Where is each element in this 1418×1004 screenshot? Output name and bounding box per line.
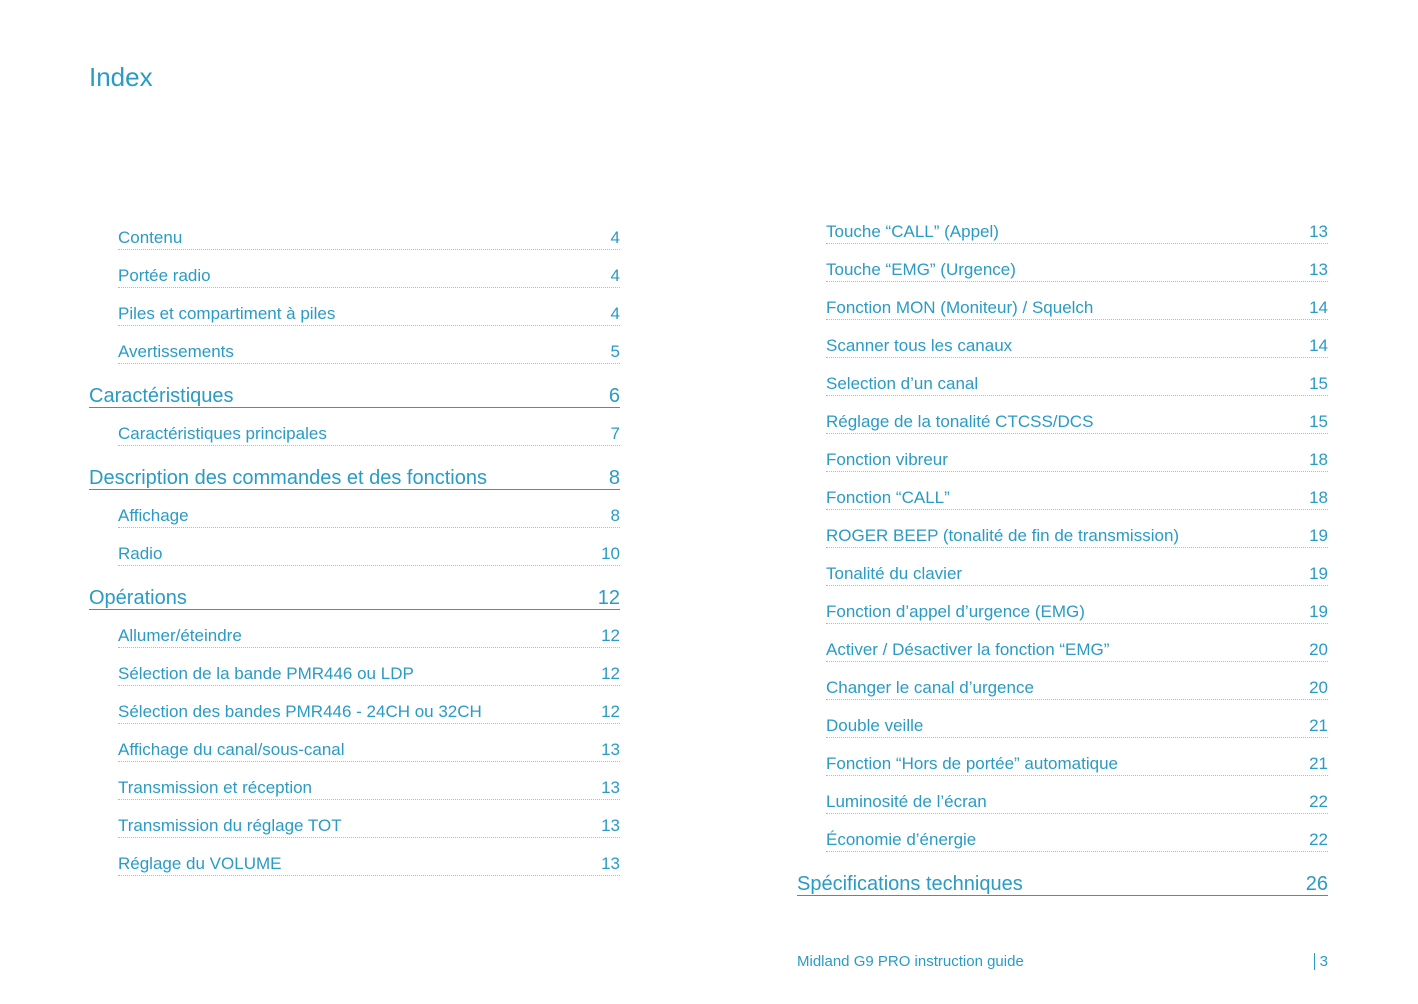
toc-entry-page: 10 xyxy=(601,544,620,564)
toc-left-column xyxy=(89,212,620,876)
toc-entry-page: 4 xyxy=(610,228,620,248)
toc-entry[interactable] xyxy=(118,490,620,528)
toc-entry-page: 21 xyxy=(1309,716,1328,736)
toc-entry-label: Spécifications techniques xyxy=(797,873,1023,895)
page-footer xyxy=(797,953,1328,970)
toc-entry-label: Portée radio xyxy=(118,266,211,286)
toc-entry-page: 12 xyxy=(601,626,620,646)
toc-entry[interactable] xyxy=(118,648,620,686)
toc-entry[interactable] xyxy=(118,288,620,326)
toc-entry-label: Fonction “CALL” xyxy=(826,488,950,508)
toc-entry-label: Affichage du canal/sous-canal xyxy=(118,740,345,760)
toc-entry-page: 13 xyxy=(1309,260,1328,280)
toc-entry-label: Touche “CALL” (Appel) xyxy=(826,222,999,242)
toc-entry-page: 21 xyxy=(1309,754,1328,774)
toc-entry-label: Luminosité de l’écran xyxy=(826,792,987,812)
toc-entry[interactable] xyxy=(118,838,620,876)
toc-entry-page: 19 xyxy=(1309,526,1328,546)
toc-entry[interactable] xyxy=(826,472,1328,510)
toc-entry-page: 13 xyxy=(1309,222,1328,242)
toc-entry-page: 13 xyxy=(601,854,620,874)
toc-entry[interactable] xyxy=(826,206,1328,244)
toc-entry-page: 12 xyxy=(601,702,620,722)
toc-entry-label: Description des commandes et des fonctions xyxy=(89,467,487,489)
toc-entry[interactable] xyxy=(826,548,1328,586)
toc-section-entry[interactable] xyxy=(89,364,620,408)
toc-entry-label: Opérations xyxy=(89,587,187,609)
toc-entry-label: Caractéristiques principales xyxy=(118,424,327,444)
toc-entry-label: Radio xyxy=(118,544,163,564)
page-title: Index xyxy=(89,62,153,92)
toc-entry-page: 13 xyxy=(601,816,620,836)
toc-entry-page: 22 xyxy=(1309,830,1328,850)
toc-section-entry[interactable] xyxy=(89,566,620,610)
footer-page-number: 3 xyxy=(1314,953,1328,970)
toc-section-entry[interactable] xyxy=(89,446,620,490)
toc-entry-label: Économie d’énergie xyxy=(826,830,977,850)
toc-entry[interactable] xyxy=(826,320,1328,358)
toc-entry-page: 14 xyxy=(1309,336,1328,356)
toc-entry-page: 20 xyxy=(1309,678,1328,698)
toc-entry[interactable] xyxy=(826,662,1328,700)
toc-entry-page: 22 xyxy=(1309,792,1328,812)
toc-entry-page: 7 xyxy=(610,424,620,444)
toc-entry[interactable] xyxy=(118,250,620,288)
toc-entry[interactable] xyxy=(826,586,1328,624)
toc-entry-page: 19 xyxy=(1309,564,1328,584)
toc-entry-label: Touche “EMG” (Urgence) xyxy=(826,260,1016,280)
toc-entry[interactable] xyxy=(118,686,620,724)
toc-entry[interactable] xyxy=(826,434,1328,472)
toc-entry[interactable] xyxy=(826,776,1328,814)
toc-entry[interactable] xyxy=(118,610,620,648)
toc-entry-page: 6 xyxy=(608,385,620,407)
toc-entry-label: Changer le canal d’urgence xyxy=(826,678,1034,698)
toc-entry-page: 12 xyxy=(601,664,620,684)
toc-entry-label: Fonction vibreur xyxy=(826,450,948,470)
toc-right-column xyxy=(797,206,1328,896)
toc-entry-page: 13 xyxy=(601,778,620,798)
toc-entry-label: Piles et compartiment à piles xyxy=(118,304,336,324)
toc-entry-label: Avertissements xyxy=(118,342,234,362)
toc-entry-page: 12 xyxy=(597,587,620,609)
toc-entry-label: Fonction “Hors de portée” automatique xyxy=(826,754,1118,774)
toc-entry-page: 19 xyxy=(1309,602,1328,622)
footer-guide-title: Midland G9 PRO instruction guide xyxy=(797,953,1024,970)
toc-entry-label: Fonction d’appel d’urgence (EMG) xyxy=(826,602,1085,622)
toc-entry-page: 8 xyxy=(608,467,620,489)
toc-entry[interactable] xyxy=(826,624,1328,662)
toc-entry-label: Affichage xyxy=(118,506,189,526)
toc-entry[interactable] xyxy=(826,282,1328,320)
toc-entry-label: Caractéristiques xyxy=(89,385,234,407)
toc-entry-label: Réglage du VOLUME xyxy=(118,854,282,874)
toc-entry[interactable] xyxy=(826,738,1328,776)
toc-entry-page: 15 xyxy=(1309,374,1328,394)
toc-entry[interactable] xyxy=(118,724,620,762)
toc-entry[interactable] xyxy=(118,212,620,250)
toc-entry-page: 14 xyxy=(1309,298,1328,318)
toc-entry[interactable] xyxy=(118,528,620,566)
toc-entry[interactable] xyxy=(826,700,1328,738)
toc-entry[interactable] xyxy=(826,244,1328,282)
toc-entry-page: 5 xyxy=(610,342,620,362)
toc-entry[interactable] xyxy=(118,800,620,838)
toc-entry[interactable] xyxy=(826,814,1328,852)
toc-entry-label: Selection d’un canal xyxy=(826,374,979,394)
toc-entry-label: Fonction MON (Moniteur) / Squelch xyxy=(826,298,1094,318)
toc-entry-page: 8 xyxy=(610,506,620,526)
toc-entry-page: 13 xyxy=(601,740,620,760)
toc-entry[interactable] xyxy=(826,396,1328,434)
toc-entry[interactable] xyxy=(118,326,620,364)
toc-entry-label: Contenu xyxy=(118,228,183,248)
toc-entry-page: 4 xyxy=(610,304,620,324)
toc-entry-label: Activer / Désactiver la fonction “EMG” xyxy=(826,640,1110,660)
toc-entry[interactable] xyxy=(826,510,1328,548)
toc-entry-label: ROGER BEEP (tonalité de fin de transmission) xyxy=(826,526,1180,546)
toc-section-entry[interactable] xyxy=(797,852,1328,896)
toc-entry[interactable] xyxy=(118,762,620,800)
toc-entry-label: Transmission du réglage TOT xyxy=(118,816,342,836)
toc-entry-page: 15 xyxy=(1309,412,1328,432)
toc-entry-label: Allumer/éteindre xyxy=(118,626,242,646)
toc-entry-label: Tonalité du clavier xyxy=(826,564,963,584)
toc-entry[interactable] xyxy=(826,358,1328,396)
toc-entry-label: Double veille xyxy=(826,716,924,736)
toc-entry-page: 4 xyxy=(610,266,620,286)
toc-entry-page: 20 xyxy=(1309,640,1328,660)
toc-entry-page: 18 xyxy=(1309,488,1328,508)
toc-entry-label: Réglage de la tonalité CTCSS/DCS xyxy=(826,412,1094,432)
toc-entry-label: Transmission et réception xyxy=(118,778,313,798)
toc-entry[interactable] xyxy=(118,408,620,446)
toc-entry-label: Scanner tous les canaux xyxy=(826,336,1013,356)
toc-entry-page: 18 xyxy=(1309,450,1328,470)
toc-entry-label: Sélection des bandes PMR446 - 24CH ou 32CH xyxy=(118,702,482,722)
toc-entry-page: 26 xyxy=(1305,873,1328,895)
toc-entry-label: Sélection de la bande PMR446 ou LDP xyxy=(118,664,414,684)
